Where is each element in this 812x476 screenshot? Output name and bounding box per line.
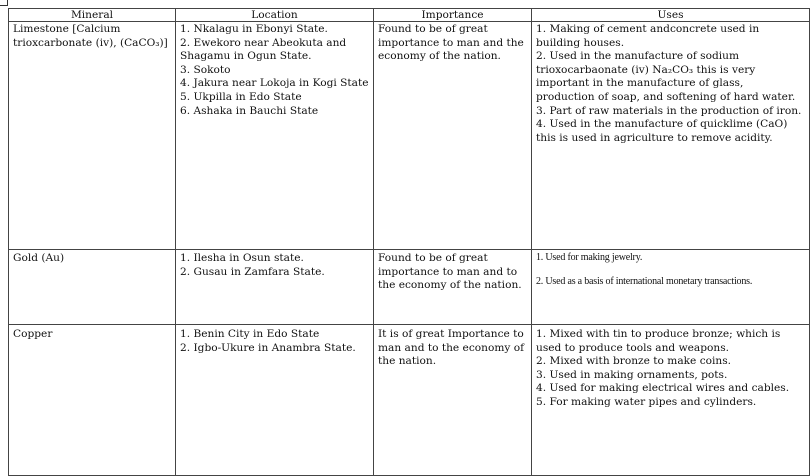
use-item: 2. Used in the manufacture of sodium trioxocarbaonate (iv) Na₂CO₃ this is very important in the manufacture of glass, production of soap, and softening of hard water.	[536, 50, 796, 103]
importance-text: Found to be of great importance to man and to the economy of the nation.	[378, 252, 522, 292]
uses-cell	[532, 250, 810, 325]
location-item: 1. Benin City in Edo State	[180, 328, 320, 340]
table-row-limestone	[9, 22, 810, 250]
header-mineral: Mineral	[9, 9, 176, 22]
use-item: 1. Used for making jewelry.	[536, 252, 643, 263]
location-item: 1. Ilesha in Osun state.	[180, 252, 304, 264]
mineral-cell	[9, 250, 176, 325]
use-item: 1. Mixed with tin to produce bronze; which is used to produce tools and weapons.	[536, 328, 781, 354]
header-location: Location	[176, 9, 374, 22]
table-row-copper	[9, 325, 810, 476]
minerals-table	[8, 8, 810, 476]
use-item: 2. Used as a basis of international monetary transactions.	[536, 276, 753, 287]
use-item: 5. For making water pipes and cylinders.	[536, 395, 757, 408]
use-item: 2. Mixed with bronze to make coins.	[536, 355, 732, 368]
use-item: 1. Making of cement andconcrete used in building houses.	[536, 23, 760, 49]
use-item: 3. Used in making ornaments, pots.	[536, 368, 728, 381]
mineral-name: Gold (Au)	[13, 252, 65, 264]
uses-cell	[532, 325, 810, 476]
location-item: 5. Ukpilla in Edo State	[180, 90, 302, 103]
mineral-cell	[9, 22, 176, 250]
importance-cell	[374, 325, 532, 476]
use-item: 4. Used in the manufacture of quicklime (CaO) this is used in agriculture to remove acidity.	[536, 118, 788, 144]
location-item: 2. Ewekoro near Abeokuta and Shagamu in Ogun State.	[180, 36, 347, 63]
location-item: 2. Igbo-Ukure in Anambra State.	[180, 341, 356, 354]
mineral-cell	[9, 325, 176, 476]
mineral-name: Copper	[13, 328, 53, 340]
header-row	[9, 9, 810, 22]
header-uses: Uses	[532, 9, 810, 22]
table-anchor-mark	[0, 0, 8, 6]
importance-text: It is of great Importance to man and to the economy of the nation.	[378, 328, 525, 368]
mineral-name: Limestone [Calcium trioxcarbonate (iv), (CaCO₃)]	[13, 23, 168, 49]
location-cell	[176, 250, 374, 325]
importance-text: Found to be of great importance to man and the economy of the nation.	[378, 23, 524, 63]
header-importance: Importance	[374, 9, 532, 22]
table-row-gold	[9, 250, 810, 325]
location-item: 1. Nkalagu in Ebonyi State.	[180, 23, 328, 35]
uses-cell	[532, 22, 810, 250]
location-item: 6. Ashaka in Bauchi State	[180, 104, 319, 117]
importance-cell	[374, 22, 532, 250]
use-item: 4. Used for making electrical wires and cables.	[536, 382, 790, 395]
location-item: 4. Jakura near Lokoja in Kogi State	[180, 77, 369, 90]
importance-cell	[374, 250, 532, 325]
location-item: 3. Sokoto	[180, 63, 231, 76]
location-cell	[176, 325, 374, 476]
location-item: 2. Gusau in Zamfara State.	[180, 265, 325, 278]
use-item: 3. Part of raw materials in the production of iron.	[536, 104, 802, 117]
location-cell	[176, 22, 374, 250]
